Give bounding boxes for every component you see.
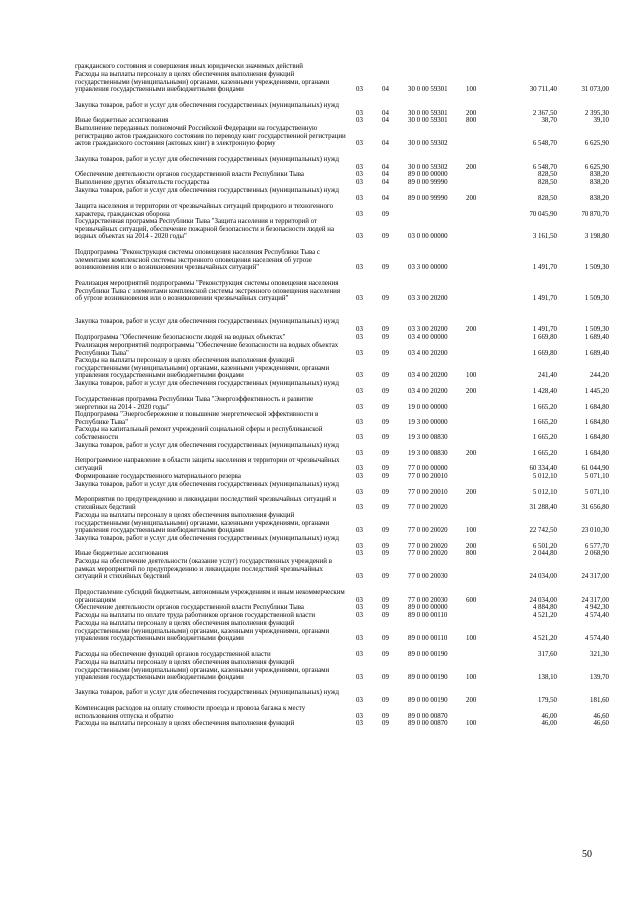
row-name: Закупка товаров, работ и услуг для обеспечения государственных (муниципальных) нужд bbox=[75, 156, 339, 163]
row-name: Обеспечение деятельности органов государственной власти Республики Тыва bbox=[75, 171, 304, 178]
row-value-year-2: 1 509,30 bbox=[584, 264, 609, 272]
row-target-article: 19 3 00 08830 bbox=[408, 433, 448, 441]
row-value-year-1: 1 491,70 bbox=[532, 264, 557, 272]
row-section-code: 03 bbox=[356, 179, 363, 186]
row-value-year-1: 1 665,20 bbox=[532, 418, 557, 426]
row-name: Закупка товаров, работ и услуг для обеспечения государственных (муниципальных) нужд bbox=[75, 535, 339, 542]
row-name: Расходы на капитальный ремонт учреждений социальной сферы и республиканской собственности bbox=[75, 426, 323, 441]
row-target-article: 30 0 00 59302 bbox=[408, 163, 448, 171]
row-value-year-2: 4 574,40 bbox=[584, 635, 609, 643]
row-target-article: 77 0 00 20020 bbox=[408, 527, 448, 535]
row-target-article: 30 0 00 59302 bbox=[408, 140, 448, 148]
row-name: Подпрограмма "Реконструкция системы оповещения населения Республики Тыва с элементами комплексной системы экстренного оповещения населения об угрозе возникновения или о возникновении чрезвычайных ситуаций" bbox=[75, 249, 320, 272]
row-value-year-2: 24 317,00 bbox=[581, 573, 609, 581]
row-subsection-code: 04 bbox=[382, 171, 389, 178]
row-subsection-code: 09 bbox=[382, 418, 389, 426]
row-target-article: 77 0 00 20030 bbox=[408, 596, 448, 604]
row-section-code: 03 bbox=[356, 403, 363, 411]
row-subsection-code: 04 bbox=[382, 163, 389, 171]
row-section-code: 03 bbox=[356, 473, 363, 480]
row-section-code: 03 bbox=[356, 651, 363, 658]
row-value-year-2: 1 684,80 bbox=[584, 433, 609, 441]
row-target-article: 77 0 00 20010 bbox=[408, 473, 448, 480]
row-section-code: 03 bbox=[356, 433, 363, 441]
row-value-year-1: 828,50 bbox=[538, 194, 557, 202]
row-subsection-code: 04 bbox=[382, 109, 389, 117]
row-name: Реализация мероприятий подпрограммы "Обеспечение безопасности на водных объектах Республики Тыва" bbox=[75, 342, 339, 357]
row-subsection-code: 09 bbox=[382, 403, 389, 411]
row-target-article: 03 3 00 00000 bbox=[408, 264, 448, 272]
row-name: гражданского состояния и совершения иных юридически значимых действий bbox=[75, 63, 303, 70]
row-name: Иные бюджетные ассигнования bbox=[75, 550, 169, 557]
row-section-code: 03 bbox=[356, 542, 363, 550]
row-target-article: 89 0 00 99990 bbox=[408, 194, 448, 202]
row-section-code: 03 bbox=[356, 163, 363, 171]
row-subsection-code: 09 bbox=[382, 612, 389, 619]
row-target-article: 89 0 00 00190 bbox=[408, 674, 448, 682]
row-section-code: 03 bbox=[356, 387, 363, 395]
row-expense-type: 200 bbox=[466, 542, 477, 550]
row-value-year-2: 6 625,90 bbox=[584, 140, 609, 148]
row-value-year-2: 1 509,30 bbox=[584, 325, 609, 333]
row-expense-type: 200 bbox=[466, 163, 477, 171]
row-expense-type: 600 bbox=[466, 596, 477, 604]
row-name: Подпрограмма "Энергосбережение и повышение энергетической эффективности в Республике Тыва" bbox=[75, 411, 319, 426]
row-subsection-code: 09 bbox=[382, 542, 389, 550]
row-target-article: 19 0 00 00000 bbox=[408, 403, 448, 411]
row-value-year-2: 2 068,90 bbox=[584, 550, 609, 557]
row-value-year-1: 5 012,10 bbox=[532, 488, 557, 496]
row-target-article: 89 0 00 00110 bbox=[408, 612, 448, 619]
row-name: Формирование государственного материального резерва bbox=[75, 473, 241, 480]
row-section-code: 03 bbox=[356, 418, 363, 426]
row-name: Компенсация расходов на оплату стоимости проезда и провоза багажа к месту использования отпуска и обратно bbox=[75, 705, 306, 720]
row-value-year-1: 1 491,70 bbox=[532, 295, 557, 303]
row-value-year-2: 1 684,80 bbox=[584, 449, 609, 457]
row-subsection-code: 09 bbox=[382, 596, 389, 604]
row-section-code: 03 bbox=[356, 449, 363, 457]
row-subsection-code: 09 bbox=[382, 433, 389, 441]
row-section-code: 03 bbox=[356, 674, 363, 682]
row-target-article: 03 0 00 00000 bbox=[408, 233, 448, 241]
row-value-year-1: 38,70 bbox=[541, 117, 557, 124]
row-value-year-2: 46,60 bbox=[593, 720, 609, 727]
row-target-article: 77 0 00 20030 bbox=[408, 573, 448, 581]
row-name: Подпрограмма "Обеспечение безопасности людей на водных объектах" bbox=[75, 334, 286, 341]
row-value-year-2: 1 684,80 bbox=[584, 403, 609, 411]
row-value-year-2: 5 071,10 bbox=[584, 473, 609, 480]
row-target-article: 77 0 00 20020 bbox=[408, 503, 448, 511]
row-expense-type: 200 bbox=[466, 696, 477, 704]
row-value-year-2: 838,20 bbox=[590, 171, 609, 178]
row-subsection-code: 09 bbox=[382, 233, 389, 241]
row-value-year-1: 828,50 bbox=[538, 171, 557, 178]
row-name: Защита населения и территории от чрезвычайных ситуаций природного и техногенного характера, гражданская оборона bbox=[75, 203, 334, 218]
row-value-year-2: 1 509,30 bbox=[584, 295, 609, 303]
row-value-year-1: 3 161,50 bbox=[532, 233, 557, 241]
row-name: Расходы на выплаты по оплате труда работников органов государственной власти bbox=[75, 612, 316, 619]
row-value-year-1: 6 548,70 bbox=[532, 163, 557, 171]
row-section-code: 03 bbox=[356, 109, 363, 117]
row-name: Закупка товаров, работ и услуг для обеспечения государственных (муниципальных) нужд bbox=[75, 318, 339, 325]
row-value-year-1: 179,50 bbox=[538, 696, 557, 704]
row-expense-type: 200 bbox=[466, 449, 477, 457]
row-value-year-1: 31 288,40 bbox=[529, 503, 557, 511]
row-name: Непрограммное направление в области защиты населения и территории от чрезвычайных ситуаций bbox=[75, 457, 340, 472]
row-value-year-1: 4 884,80 bbox=[532, 604, 557, 611]
row-value-year-2: 6 625,90 bbox=[584, 163, 609, 171]
row-section-code: 03 bbox=[356, 171, 363, 178]
row-section-code: 03 bbox=[356, 117, 363, 124]
row-name: Закупка товаров, работ и услуг для обеспечения государственных (муниципальных) нужд bbox=[75, 187, 339, 194]
row-target-article: 89 0 00 99990 bbox=[408, 179, 448, 186]
row-value-year-1: 5 012,10 bbox=[532, 473, 557, 480]
row-section-code: 03 bbox=[356, 612, 363, 619]
row-target-article: 89 0 00 00870 bbox=[408, 720, 448, 727]
row-name: Реализация мероприятий подпрограммы "Реконструкция системы оповещения населения Республики Тыва с элементами комплексной системы экстренного оповещения населения об угрозе возникновения или о возникновении чрезвычайных ситуаций" bbox=[75, 280, 340, 303]
row-value-year-2: 24 317,00 bbox=[581, 596, 609, 604]
row-name: Обеспечение деятельности органов государственной власти Республики Тыва bbox=[75, 604, 304, 611]
row-subsection-code: 04 bbox=[382, 140, 389, 148]
row-expense-type: 200 bbox=[466, 325, 477, 333]
row-value-year-1: 4 521,20 bbox=[532, 635, 557, 643]
row-section-code: 03 bbox=[356, 635, 363, 643]
row-value-year-1: 1 665,20 bbox=[532, 403, 557, 411]
row-subsection-code: 09 bbox=[382, 349, 389, 357]
row-expense-type: 100 bbox=[466, 372, 477, 380]
row-section-code: 03 bbox=[356, 194, 363, 202]
row-value-year-2: 6 577,70 bbox=[584, 542, 609, 550]
row-name: Закупка товаров, работ и услуг для обеспечения государственных (муниципальных) нужд bbox=[75, 102, 339, 109]
row-section-code: 03 bbox=[356, 334, 363, 341]
row-value-year-1: 138,10 bbox=[538, 674, 557, 682]
row-section-code: 03 bbox=[356, 573, 363, 581]
row-subsection-code: 09 bbox=[382, 488, 389, 496]
row-subsection-code: 09 bbox=[382, 464, 389, 472]
row-target-article: 03 3 00 20200 bbox=[408, 325, 448, 333]
row-subsection-code: 09 bbox=[382, 325, 389, 333]
row-subsection-code: 09 bbox=[382, 720, 389, 727]
row-value-year-1: 1 428,40 bbox=[532, 387, 557, 395]
row-name: Расходы на выплаты персоналу в целях обеспечения выполнения функций государственными (муниципальными) органами, казенными учреждениями, органами управления государственными внебюджетными фондами bbox=[75, 659, 330, 682]
row-value-year-2: 244,20 bbox=[590, 372, 609, 380]
row-value-year-1: 6 501,20 bbox=[532, 542, 557, 550]
row-value-year-1: 46,00 bbox=[541, 712, 557, 720]
row-value-year-2: 181,60 bbox=[590, 696, 609, 704]
row-expense-type: 800 bbox=[466, 550, 477, 557]
row-target-article: 89 0 00 00000 bbox=[408, 171, 448, 178]
row-name: Закупка товаров, работ и услуг для обеспечения государственных (муниципальных) нужд bbox=[75, 380, 339, 387]
row-value-year-1: 24 034,00 bbox=[529, 573, 557, 581]
row-subsection-code: 04 bbox=[382, 117, 389, 124]
row-subsection-code: 09 bbox=[382, 334, 389, 341]
row-target-article: 03 4 00 00000 bbox=[408, 334, 448, 341]
row-subsection-code: 09 bbox=[382, 527, 389, 535]
row-name: Мероприятия по предупреждению и ликвидации последствий чрезвычайных ситуаций и стихийных бедствий bbox=[75, 496, 337, 511]
row-section-code: 03 bbox=[356, 325, 363, 333]
row-name: Расходы на выплаты персоналу в целях обеспечения выполнения функций государственными (муниципальными) органами, казенными учреждениями, органами управления государственными внебюджетными фондами bbox=[75, 512, 330, 535]
row-name: Расходы на выплаты персоналу в целях обеспечения выполнения функций государственными (муниципальными) органами, казенными учреждениями, органами управления государственными внебюджетными фондами bbox=[75, 357, 330, 380]
row-value-year-1: 24 034,00 bbox=[529, 596, 557, 604]
row-name: Закупка товаров, работ и услуг для обеспечения государственных (муниципальных) нужд bbox=[75, 481, 339, 488]
row-name: Расходы на обеспечение деятельности (оказание услуг) государственных учреждений в рамках мероприятий по предупреждению и ликвидации последствий чрезвычайных ситуаций и стихийных бедствий bbox=[75, 558, 332, 581]
row-section-code: 03 bbox=[356, 550, 363, 557]
row-section-code: 03 bbox=[356, 720, 363, 727]
row-target-article: 89 0 00 00000 bbox=[408, 604, 448, 611]
row-subsection-code: 09 bbox=[382, 573, 389, 581]
row-value-year-2: 61 044,90 bbox=[581, 464, 609, 472]
row-name: Иные бюджетные ассигнования bbox=[75, 117, 169, 124]
row-value-year-1: 1 665,20 bbox=[532, 449, 557, 457]
row-expense-type: 200 bbox=[466, 488, 477, 496]
row-value-year-2: 4 942,30 bbox=[584, 604, 609, 611]
row-section-code: 03 bbox=[356, 503, 363, 511]
row-expense-type: 100 bbox=[466, 527, 477, 535]
row-value-year-2: 139,70 bbox=[590, 674, 609, 682]
row-section-code: 03 bbox=[356, 295, 363, 303]
row-value-year-1: 70 045,90 bbox=[529, 210, 557, 218]
row-section-code: 03 bbox=[356, 264, 363, 272]
row-subsection-code: 04 bbox=[382, 179, 389, 186]
row-value-year-2: 1 689,40 bbox=[584, 349, 609, 357]
row-target-article: 89 0 00 00110 bbox=[408, 635, 448, 643]
row-name: Расходы на обеспечение функций органов государственной власти bbox=[75, 651, 271, 658]
row-subsection-code: 09 bbox=[382, 449, 389, 457]
row-target-article: 03 4 00 20200 bbox=[408, 372, 448, 380]
row-value-year-2: 2 395,30 bbox=[584, 109, 609, 117]
row-expense-type: 100 bbox=[466, 674, 477, 682]
row-subsection-code: 09 bbox=[382, 264, 389, 272]
row-section-code: 03 bbox=[356, 527, 363, 535]
row-name: Расходы на выплаты персоналу в целях обеспечения выполнения функций bbox=[75, 720, 295, 727]
row-subsection-code: 04 bbox=[382, 194, 389, 202]
row-value-year-1: 1 669,80 bbox=[532, 334, 557, 341]
row-section-code: 03 bbox=[356, 372, 363, 380]
row-section-code: 03 bbox=[356, 488, 363, 496]
row-expense-type: 100 bbox=[466, 720, 477, 727]
row-expense-type: 100 bbox=[466, 635, 477, 643]
row-value-year-2: 31 073,00 bbox=[581, 86, 609, 94]
row-target-article: 30 0 00 59301 bbox=[408, 117, 448, 124]
row-section-code: 03 bbox=[356, 233, 363, 241]
row-value-year-2: 1 445,20 bbox=[584, 387, 609, 395]
row-subsection-code: 09 bbox=[382, 635, 389, 643]
row-target-article: 30 0 00 59301 bbox=[408, 109, 448, 117]
row-value-year-2: 46,60 bbox=[593, 712, 609, 720]
row-subsection-code: 09 bbox=[382, 674, 389, 682]
row-target-article: 19 3 00 08830 bbox=[408, 449, 448, 457]
row-name: Государственная программа Республики Тыва "Защита населения и территорий от чрезвычайных ситуаций, обеспечение пожарной безопасности и безопасности людей на водных объектах на 2014 - 2020 годы" bbox=[75, 218, 335, 241]
page-number: 50 bbox=[582, 849, 592, 860]
row-value-year-1: 2 367,50 bbox=[532, 109, 557, 117]
row-value-year-1: 30 711,40 bbox=[529, 86, 557, 94]
row-target-article: 03 4 00 20200 bbox=[408, 387, 448, 395]
row-target-article: 77 0 00 00000 bbox=[408, 464, 448, 472]
row-name: Выполнение других обязательств государства bbox=[75, 179, 210, 186]
row-section-code: 03 bbox=[356, 349, 363, 357]
row-value-year-2: 838,20 bbox=[590, 194, 609, 202]
row-value-year-1: 1 491,70 bbox=[532, 325, 557, 333]
row-section-code: 03 bbox=[356, 210, 363, 218]
row-value-year-2: 5 071,10 bbox=[584, 488, 609, 496]
row-subsection-code: 09 bbox=[382, 696, 389, 704]
row-name: Закупка товаров, работ и услуг для обеспечения государственных (муниципальных) нужд bbox=[75, 442, 339, 449]
row-target-article: 89 0 00 00190 bbox=[408, 696, 448, 704]
row-expense-type: 100 bbox=[466, 86, 477, 94]
row-subsection-code: 09 bbox=[382, 503, 389, 511]
row-value-year-1: 22 742,50 bbox=[529, 527, 557, 535]
row-expense-type: 200 bbox=[466, 109, 477, 117]
row-subsection-code: 09 bbox=[382, 210, 389, 218]
row-subsection-code: 04 bbox=[382, 86, 389, 94]
row-section-code: 03 bbox=[356, 712, 363, 720]
row-expense-type: 200 bbox=[466, 387, 477, 395]
row-target-article: 03 3 00 20200 bbox=[408, 295, 448, 303]
row-value-year-2: 1 689,40 bbox=[584, 334, 609, 341]
row-value-year-1: 317,60 bbox=[538, 651, 557, 658]
row-name: Расходы на выплаты персоналу в целях обеспечения выполнения функций государственными (муниципальными) органами, казенными учреждениями, органами управления государственными внебюджетными фондами bbox=[75, 71, 330, 94]
row-section-code: 03 bbox=[356, 604, 363, 611]
row-value-year-1: 1 665,20 bbox=[532, 433, 557, 441]
row-section-code: 03 bbox=[356, 464, 363, 472]
row-expense-type: 800 bbox=[466, 117, 477, 124]
row-subsection-code: 09 bbox=[382, 295, 389, 303]
row-value-year-2: 23 010,30 bbox=[581, 527, 609, 535]
row-target-article: 89 0 00 00190 bbox=[408, 651, 448, 658]
row-section-code: 03 bbox=[356, 696, 363, 704]
row-subsection-code: 09 bbox=[382, 651, 389, 658]
row-value-year-1: 241,40 bbox=[538, 372, 557, 380]
row-target-article: 77 0 00 20020 bbox=[408, 542, 448, 550]
row-subsection-code: 09 bbox=[382, 473, 389, 480]
row-value-year-2: 1 684,80 bbox=[584, 418, 609, 426]
row-value-year-1: 6 548,70 bbox=[532, 140, 557, 148]
row-section-code: 03 bbox=[356, 86, 363, 94]
row-target-article: 77 0 00 20020 bbox=[408, 550, 448, 557]
row-value-year-2: 4 574,40 bbox=[584, 612, 609, 619]
row-target-article: 19 3 00 00000 bbox=[408, 418, 448, 426]
row-name: Государственная программа Республики Тыва "Энергоэффективность и развитие энергетики на 2014 - 2020 годы" bbox=[75, 396, 314, 411]
row-target-article: 89 0 00 00870 bbox=[408, 712, 448, 720]
row-subsection-code: 09 bbox=[382, 604, 389, 611]
row-name: Выполнение переданных полномочий Российской Федерации на государственную регистрацию актов гражданского состояния по переводу книг государственной регистрации актов гражданского состояния (актовых книг) в электронную форму bbox=[75, 125, 346, 148]
row-value-year-2: 3 198,80 bbox=[584, 233, 609, 241]
row-target-article: 03 4 00 20200 bbox=[408, 349, 448, 357]
row-section-code: 03 bbox=[356, 596, 363, 604]
row-target-article: 77 0 00 20010 bbox=[408, 488, 448, 496]
row-name: Предоставление субсидий бюджетным, автономным учреждениям и иным некоммерческим организациям bbox=[75, 589, 345, 604]
row-section-code: 03 bbox=[356, 140, 363, 148]
row-value-year-1: 1 669,80 bbox=[532, 349, 557, 357]
row-expense-type: 200 bbox=[466, 194, 477, 202]
row-value-year-2: 31 656,80 bbox=[581, 503, 609, 511]
row-name: Расходы на выплаты персоналу в целях обеспечения выполнения функций государственными (муниципальными) органами, казенными учреждениями, органами управления государственными внебюджетными фондами bbox=[75, 620, 330, 643]
row-subsection-code: 09 bbox=[382, 372, 389, 380]
row-target-article: 30 0 00 59301 bbox=[408, 86, 448, 94]
row-value-year-1: 2 044,80 bbox=[532, 550, 557, 557]
row-subsection-code: 09 bbox=[382, 550, 389, 557]
row-value-year-1: 46,00 bbox=[541, 720, 557, 727]
row-value-year-1: 828,50 bbox=[538, 179, 557, 186]
row-value-year-2: 838,20 bbox=[590, 179, 609, 186]
row-subsection-code: 09 bbox=[382, 712, 389, 720]
row-value-year-2: 321,30 bbox=[590, 651, 609, 658]
row-value-year-2: 70 870,70 bbox=[581, 210, 609, 218]
row-subsection-code: 09 bbox=[382, 387, 389, 395]
row-value-year-1: 4 521,20 bbox=[532, 612, 557, 619]
row-name: Закупка товаров, работ и услуг для обеспечения государственных (муниципальных) нужд bbox=[75, 689, 339, 696]
row-value-year-2: 39,10 bbox=[593, 117, 609, 124]
row-value-year-1: 60 334,40 bbox=[529, 464, 557, 472]
